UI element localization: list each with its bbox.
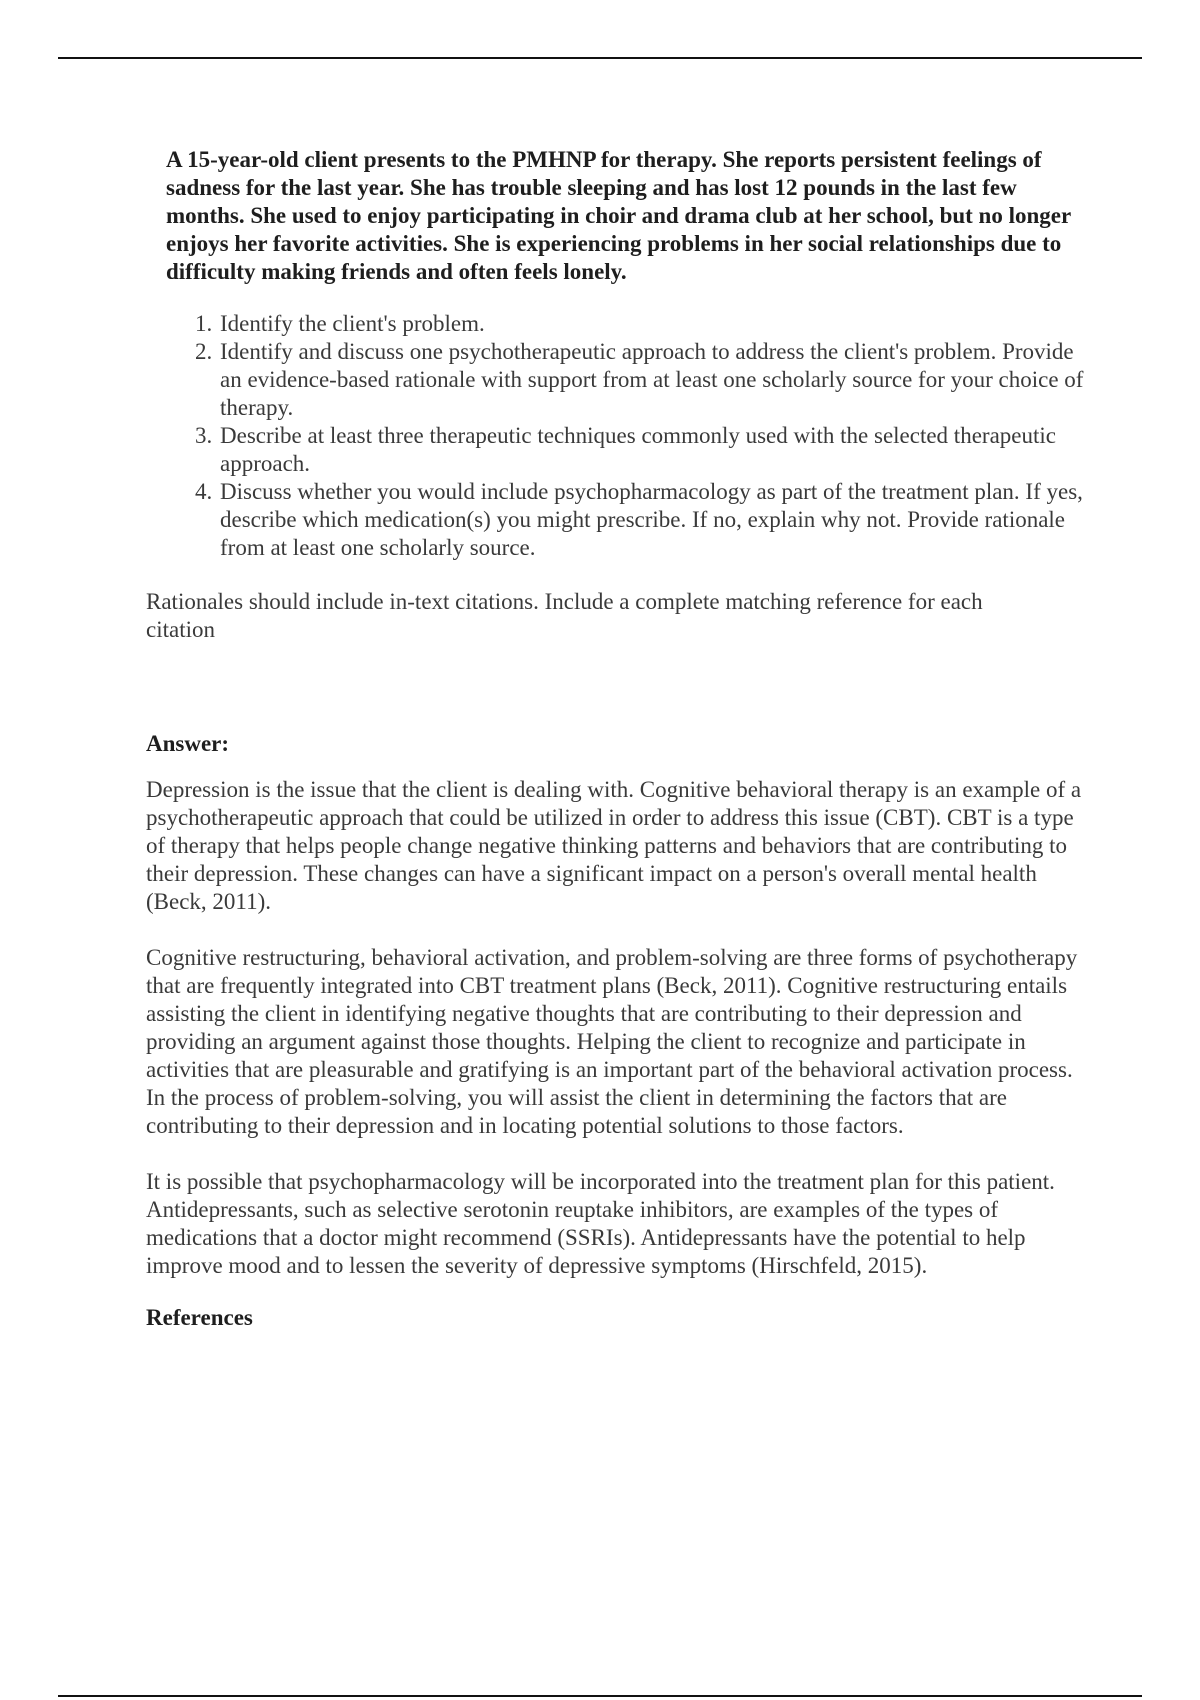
footer-rule [58,1695,1142,1697]
answer-paragraph: Cognitive restructuring, behavioral activation, and problem-solving are three forms of psychotherapy that are frequently integrated into CBT treatment plans (Beck, 2011). Cognitive restructuring entails assisting the client in identifying negative thoughts that are contributing to their depression and providing an argument against those thoughts. Helping the client to recognize and participate in activities that are pleasurable and gratifying is an important part of the behavioral activation process. In the process of problem-solving, you will assist the client in determining the factors that are contributing to their depression and in locating potential solutions to those factors. [146,945,1078,1138]
question-list [146,310,1096,562]
question-item: 3. Describe at least three therapeutic techniques commonly used with the selected therapeutic approach. [218,422,1096,478]
document-body [146,146,1096,1332]
answer-heading: Answer: [146,731,230,756]
citation-note: Rationales should include in-text citations. Include a complete matching reference for each citation [146,589,983,642]
question-item: 1. Identify the client's problem. [218,310,1096,338]
answer-paragraph: It is possible that psychopharmacology will be incorporated into the treatment plan for this patient. Antidepressants, such as selective serotonin reuptake inhibitors, are examples of the types of medications that a doctor might recommend (SSRIs). Antidepressants have the potential to help improve mood and to lessen the severity of depressive symptoms (Hirschfeld, 2015). [146,1169,1055,1278]
case-prompt: A 15-year-old client presents to the PMHNP for therapy. She reports persistent feelings of sadness for the last year. She has trouble sleeping and has lost 12 pounds in the last few months. She used to enjoy participating in choir and drama club at her school, but no longer enjoys her favorite activities. She is experiencing problems in her social relationships due to difficulty making friends and often feels lonely. [166,147,1071,284]
header-rule [58,57,1142,59]
question-item: 4. Discuss whether you would include psychopharmacology as part of the treatment plan. If yes, describe which medication(s) you might prescribe. If no, explain why not. Provide rationale from at least one scholarly source. [218,478,1096,562]
references-heading: References [146,1305,253,1330]
question-item: 2. Identify and discuss one psychotherapeutic approach to address the client's problem. Provide an evidence-based rationale with support from at least one scholarly source for your choice of therapy. [218,338,1096,422]
answer-paragraph: Depression is the issue that the client is dealing with. Cognitive behavioral therapy is an example of a psychotherapeutic approach that could be utilized in order to address this issue (CBT). CBT is a type of therapy that helps people change negative thinking patterns and behaviors that are contributing to their depression. These changes can have a significant impact on a person's overall mental health (Beck, 2011). [146,777,1082,914]
